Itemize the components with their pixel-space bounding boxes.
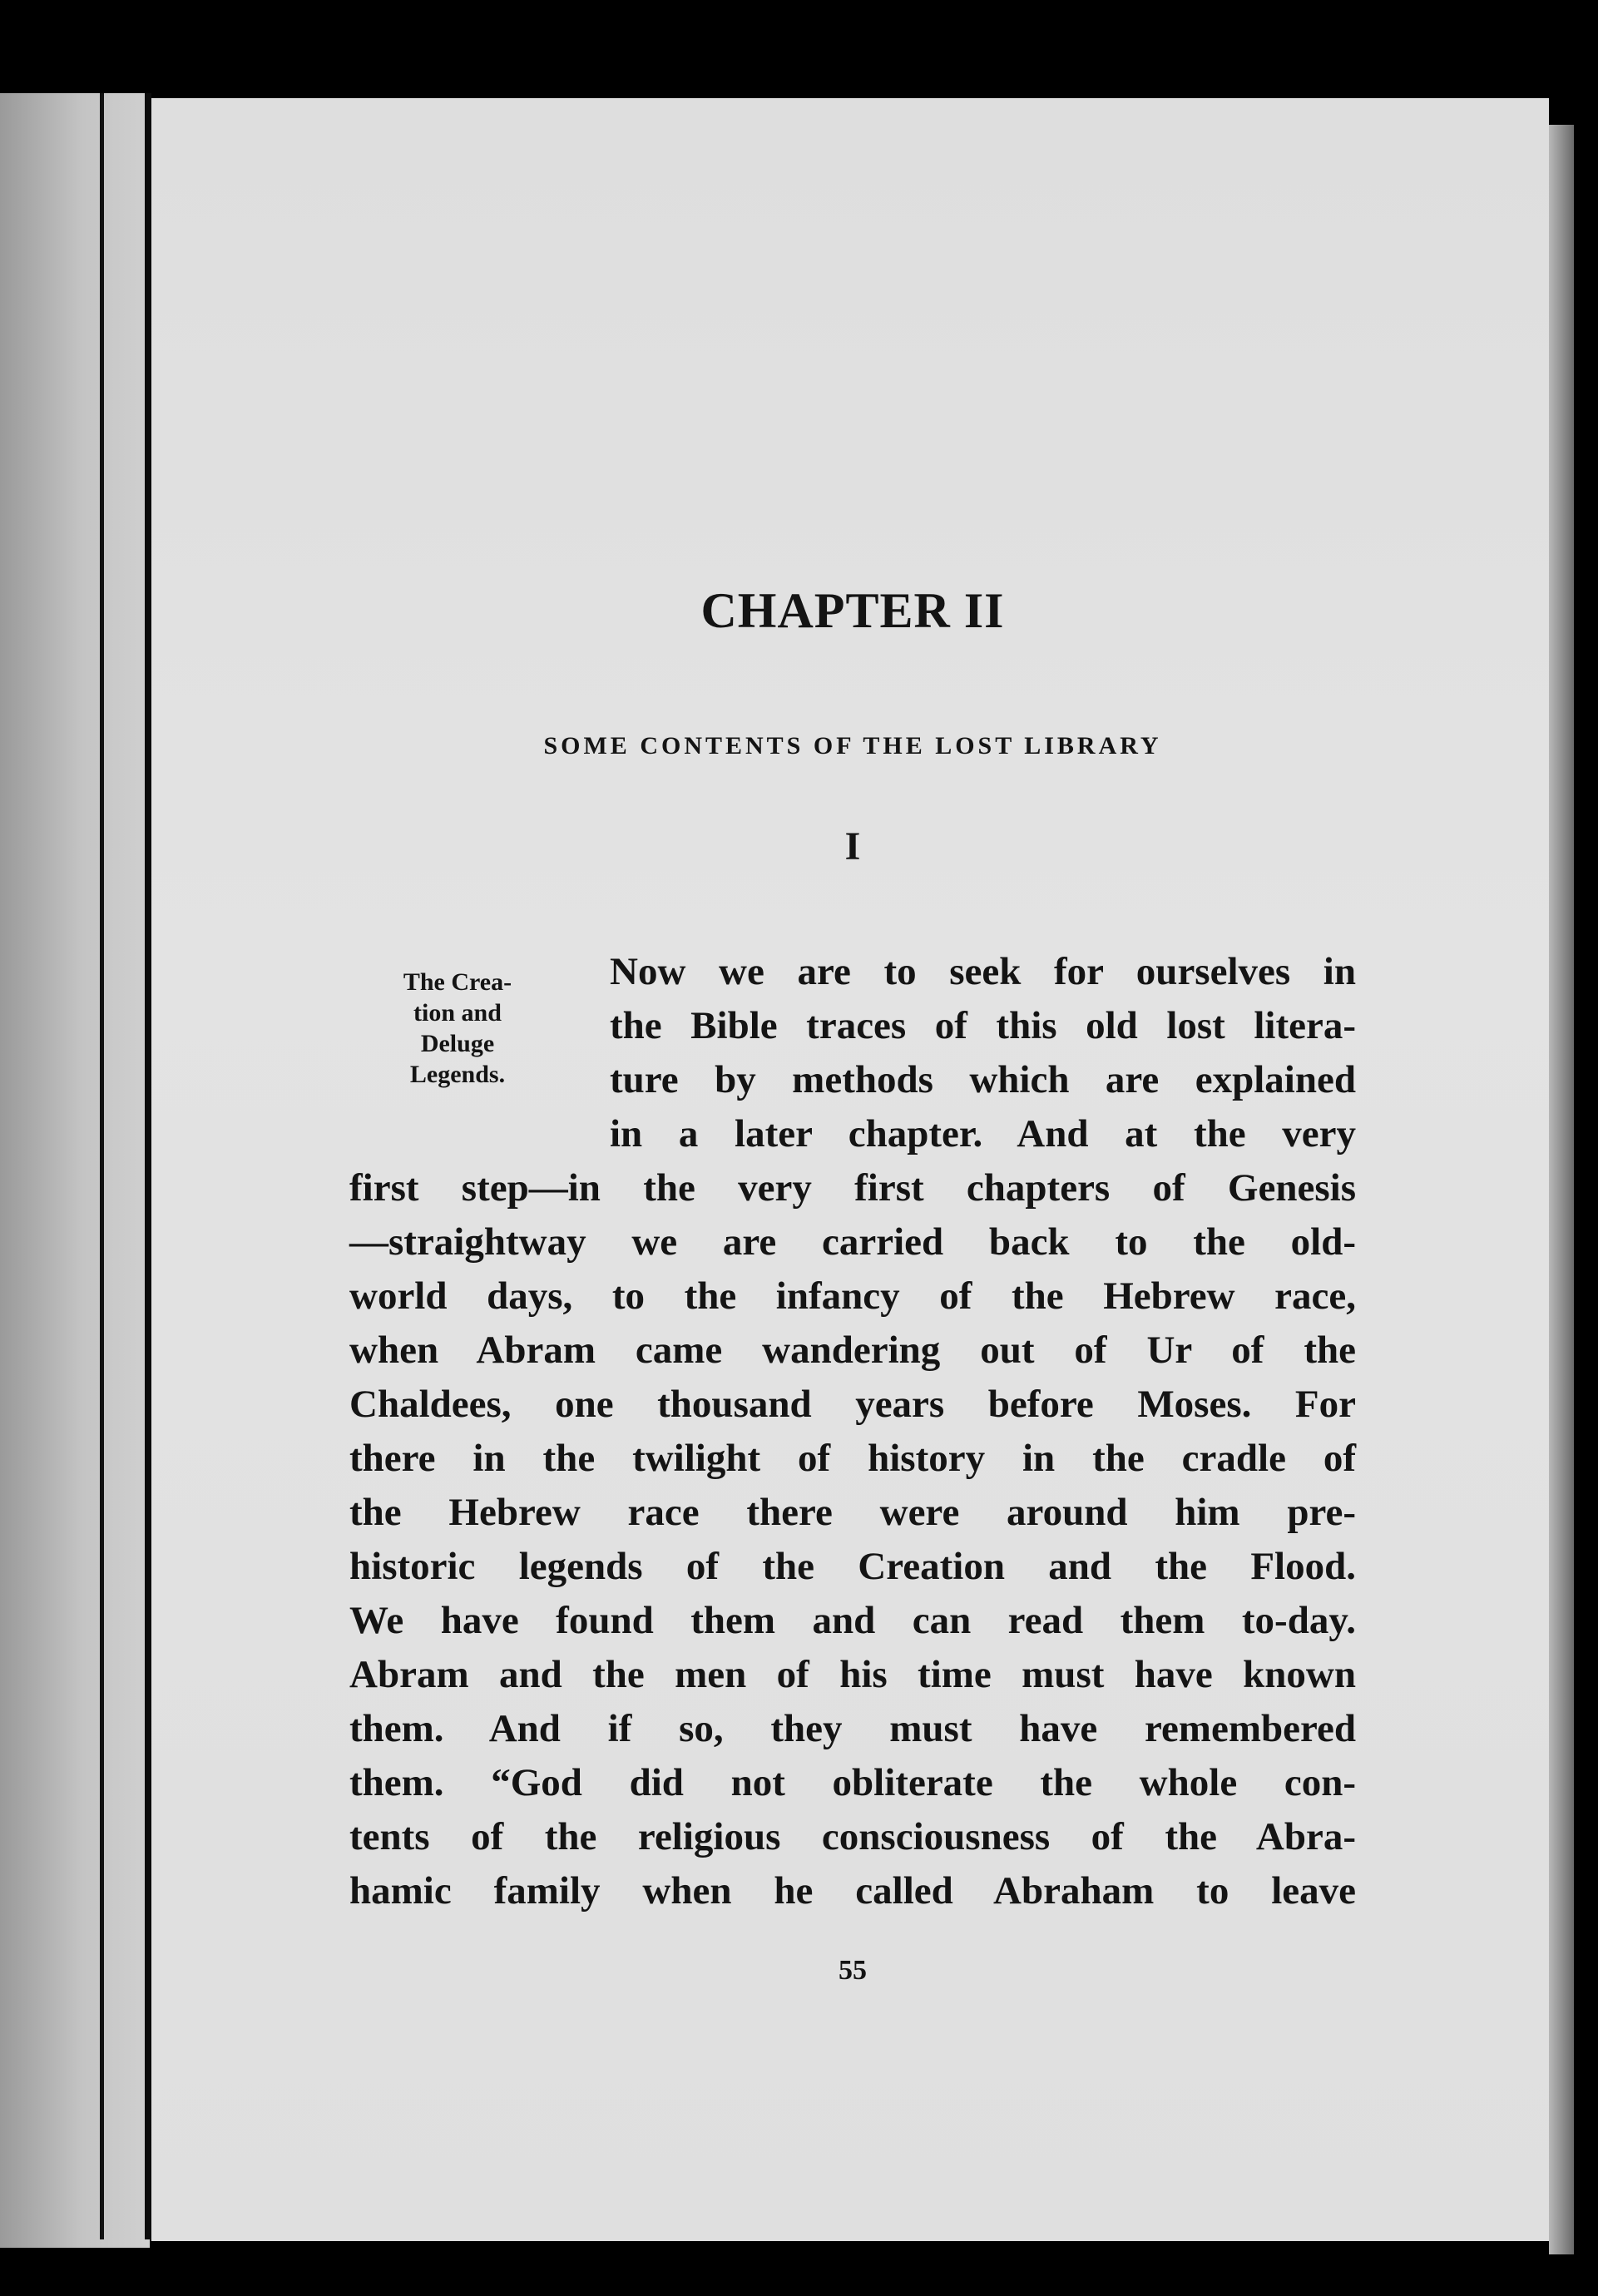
body-line: hamic family when he called Abraham to leave <box>349 1869 1356 1913</box>
page-edge-shadow <box>100 93 104 2239</box>
book-page <box>151 98 1549 2241</box>
margin-note-line: Legends. <box>409 1061 506 1088</box>
body-line: when Abram came wandering out of Ur of the <box>349 1329 1356 1372</box>
margin-note-line: Deluge <box>420 1030 495 1057</box>
body-line: first step—in the very first chapters of Genesis <box>349 1166 1356 1210</box>
page-number: 55 <box>839 1955 867 1986</box>
body-line: in a later chapter. And at the very <box>610 1112 1356 1155</box>
body-line: ture by methods which are explained <box>610 1058 1356 1101</box>
body-line: the Bible traces of this old lost litera- <box>610 1004 1356 1047</box>
margin-note-line: The Crea- <box>403 968 512 996</box>
body-line: Chaldees, one thousand years before Moses. For <box>349 1383 1356 1426</box>
body-line: there in the twilight of history in the cradle of <box>349 1437 1356 1480</box>
body-line: the Hebrew race there were around him pre- <box>349 1491 1356 1534</box>
body-line: Abram and the men of his time must have known <box>349 1653 1356 1696</box>
book-gutter <box>145 93 151 2239</box>
body-line: them. And if so, they must have remembered <box>349 1707 1356 1750</box>
page-right-edge <box>1549 125 1574 2254</box>
chapter-title: CHAPTER II <box>700 583 1005 638</box>
facing-page-edge <box>0 93 150 2248</box>
margin-note-line: tion and <box>413 999 502 1027</box>
body-line: We have found them and can read them to-day. <box>349 1599 1356 1642</box>
body-line: world days, to the infancy of the Hebrew race, <box>349 1274 1356 1318</box>
margin-note <box>391 967 524 1090</box>
chapter-subtitle: SOME CONTENTS OF THE LOST LIBRARY <box>543 732 1162 760</box>
section-numeral: I <box>844 824 861 868</box>
body-line: historic legends of the Creation and the Flood. <box>349 1545 1356 1588</box>
body-line: them. “God did not obliterate the whole con- <box>349 1761 1356 1804</box>
body-line: tents of the religious consciousness of the Abra- <box>349 1815 1356 1858</box>
body-line: Now we are to seek for ourselves in <box>610 950 1356 993</box>
body-line: —straightway we are carried back to the old- <box>349 1220 1356 1264</box>
